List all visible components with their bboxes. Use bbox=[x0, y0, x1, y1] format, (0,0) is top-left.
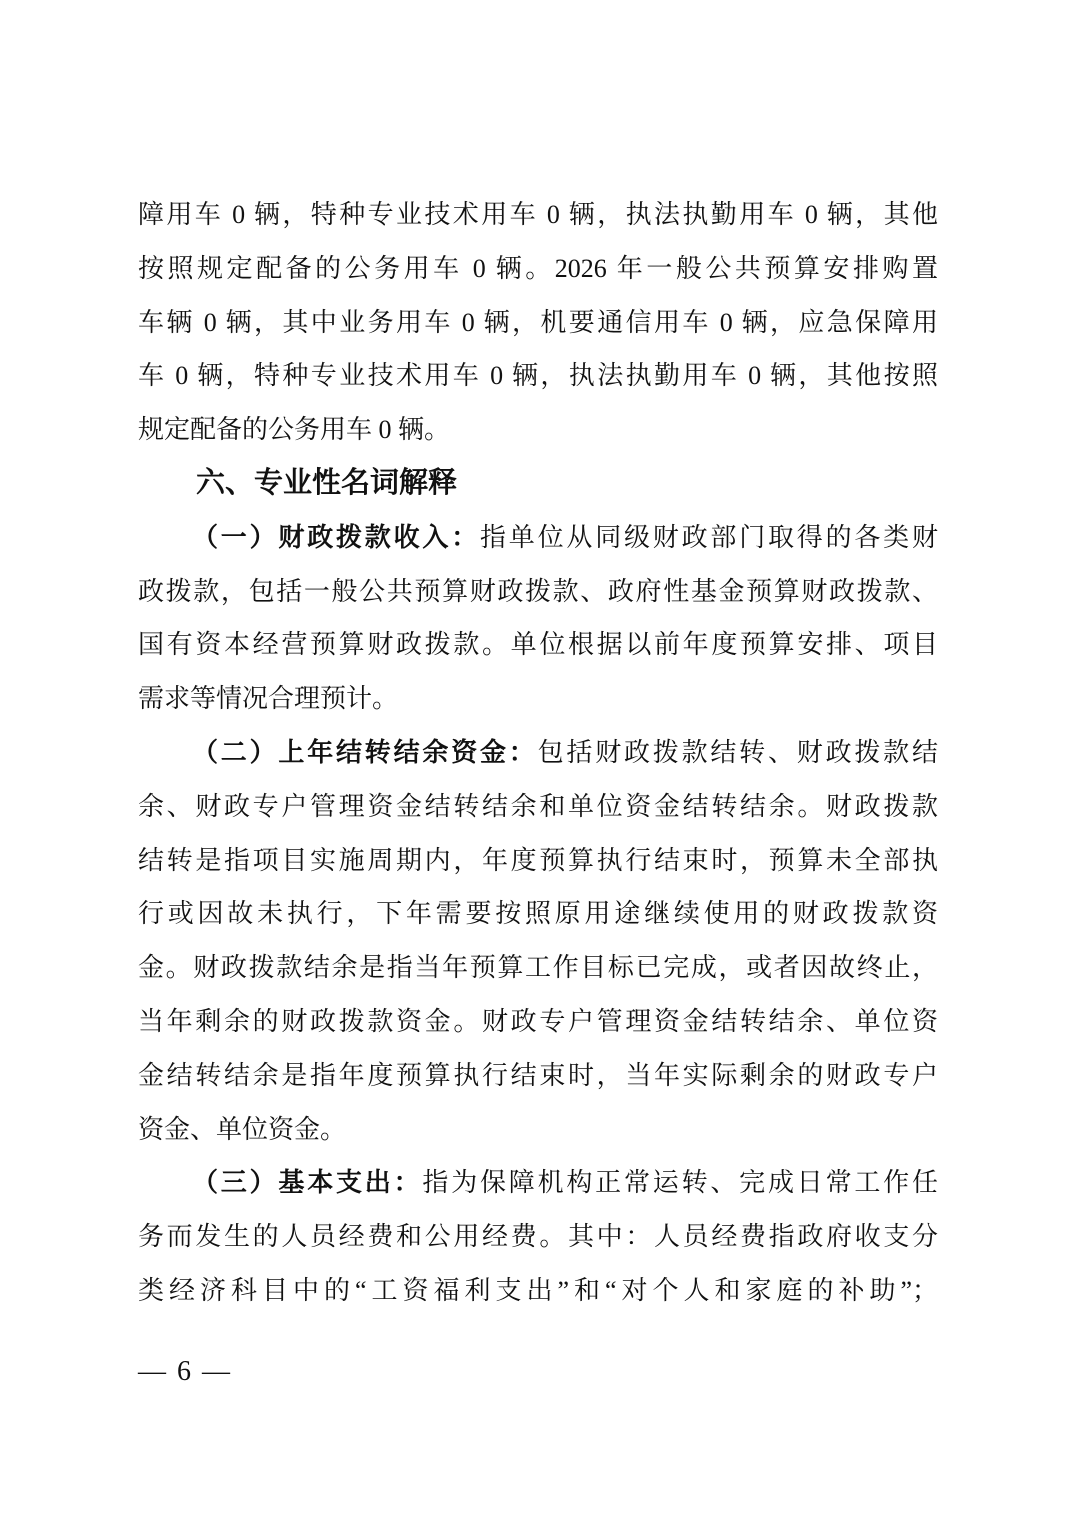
term-carryover-line: 金结转结余是指年度预算执行结束时，当年实际剩余的财政专户 bbox=[138, 1060, 938, 1090]
vehicles-paragraph-line: 车辆 0 辆，其中业务用车 0 辆，机要通信用车 0 辆，应急保障用 bbox=[138, 307, 938, 337]
term-carryover-first-rest: 包括财政拨款结转、财政拨款结 bbox=[537, 737, 938, 767]
term-carryover-line: 余、财政专户管理资金结转结余和单位资金结转结余。财政拨款 bbox=[138, 791, 938, 821]
page-number: — 6 — bbox=[138, 1356, 232, 1387]
section-heading: 六、专业性名词解释 bbox=[196, 466, 458, 499]
term-carryover-line: 当年剩余的财政拨款资金。财政专户管理资金结转结余、单位资 bbox=[138, 1006, 938, 1036]
vehicles-paragraph-last-line: 规定配备的公务用车 0 辆。 bbox=[138, 415, 451, 445]
term-carryover-line: 金。财政拨款结余是指当年预算工作目标已完成，或者因故终止， bbox=[138, 953, 938, 983]
term-basic-expenditure-line: 务而发生的人员经费和公用经费。其中：人员经费指政府收支分 bbox=[138, 1222, 938, 1252]
term-basic-expenditure-line: 类经济科目中的“工资福利支出”和“对个人和家庭的补助”； bbox=[138, 1275, 938, 1305]
term-carryover-first-line bbox=[138, 726, 938, 780]
vehicles-paragraph-line: 障用车 0 辆，特种专业技术用车 0 辆，执法执勤用车 0 辆，其他 bbox=[138, 200, 938, 229]
text-block bbox=[138, 188, 938, 1318]
term-carryover-line: 行或因故未执行，下年需要按照原用途继续使用的财政拨款资 bbox=[138, 899, 938, 929]
term-fiscal-income-line: 国有资本经营预算财政拨款。单位根据以前年度预算安排、项目 bbox=[138, 630, 938, 660]
term-basic-expenditure-first-line bbox=[138, 1156, 938, 1210]
term-carryover-last-line: 资金、单位资金。 bbox=[138, 1114, 347, 1144]
term-carryover-lead: （二）上年结转结余资金： bbox=[192, 737, 538, 767]
term-fiscal-income-last-line: 需求等情况合理预计。 bbox=[138, 684, 399, 714]
term-basic-expenditure-lead: （三）基本支出： bbox=[192, 1168, 423, 1198]
term-fiscal-income-line: 政拨款，包括一般公共预算财政拨款、政府性基金预算财政拨款、 bbox=[138, 576, 938, 606]
term-fiscal-income-first-rest: 指单位从同级财政部门取得的各类财 bbox=[480, 522, 938, 552]
term-carryover-line: 结转是指项目实施周期内，年度预算执行结束时，预算未全部执 bbox=[138, 845, 938, 875]
term-fiscal-income-lead: （一）财政拨款收入： bbox=[192, 522, 480, 552]
term-basic-expenditure-first-rest: 指为保障机构正常运转、完成日常工作任 bbox=[422, 1168, 938, 1198]
vehicles-paragraph-line: 车 0 辆，特种专业技术用车 0 辆，执法执勤用车 0 辆，其他按照 bbox=[138, 361, 938, 391]
term-fiscal-income-first-line bbox=[138, 511, 938, 565]
vehicles-paragraph-line: 按照规定配备的公务用车 0 辆。2026 年一般公共预算安排购置 bbox=[138, 253, 938, 283]
